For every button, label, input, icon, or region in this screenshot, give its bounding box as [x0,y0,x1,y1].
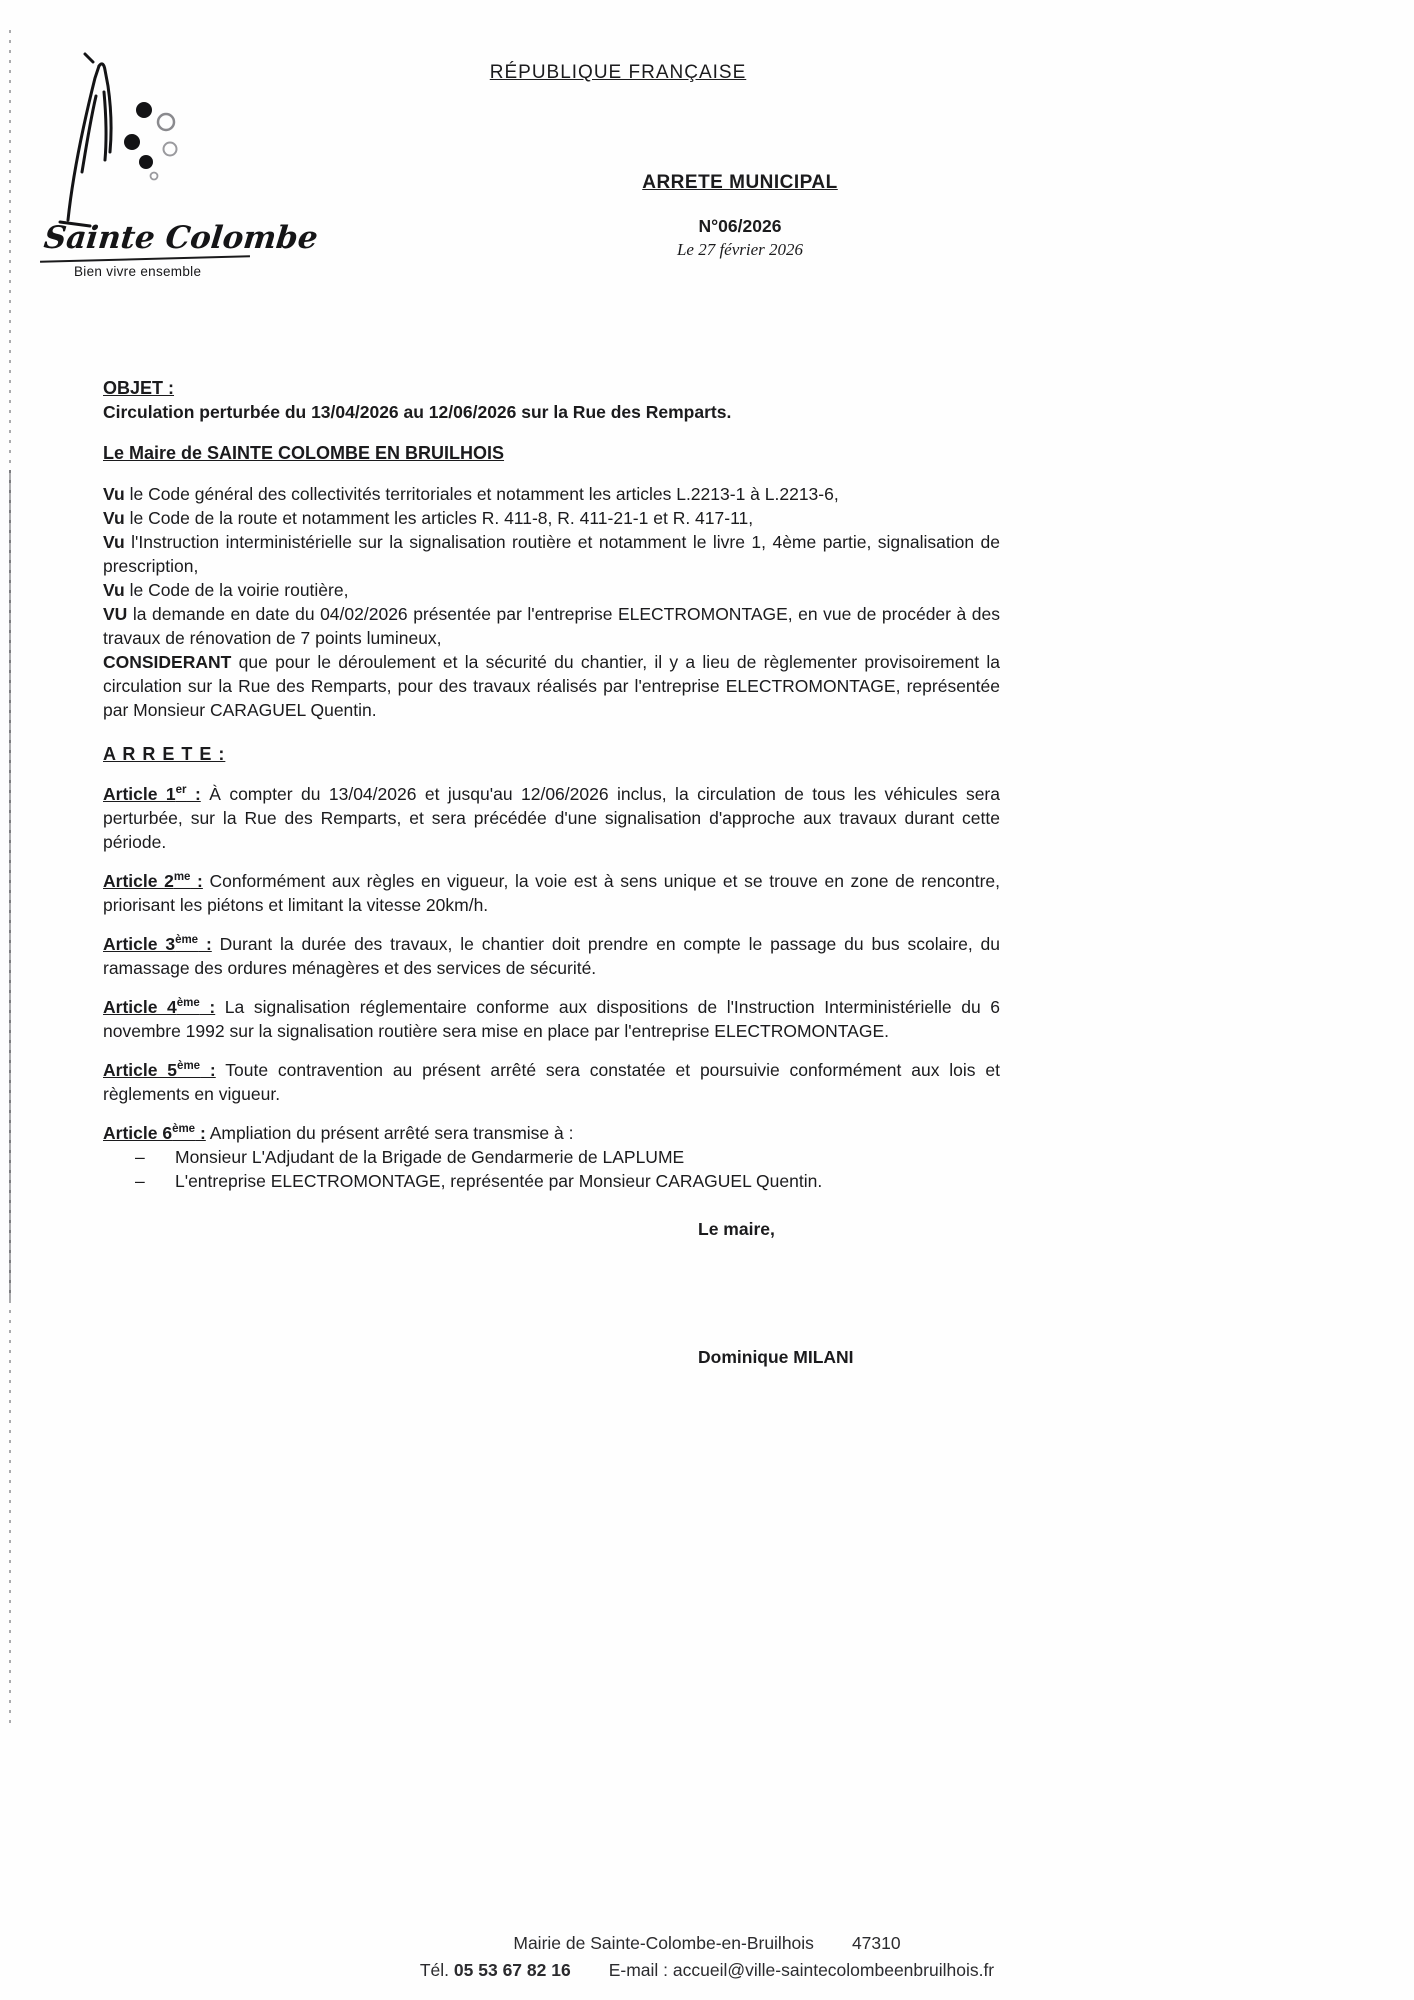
article-label: Article 3 [103,934,176,954]
document-date: Le 27 février 2026 [676,240,804,259]
signature-role: Le maire, [698,1219,775,1239]
recital-line [103,602,1000,650]
object-block [103,376,1000,424]
recital-text: la demande en date du 04/02/2026 présentée par l'entreprise ELECTROMONTAGE, en vue de procéder à des travaux de rénovation de 7 points lumineux, [103,604,1000,648]
transmission-item [103,1169,1000,1193]
decree-body [103,0,1000,1369]
article-colon: : [199,997,216,1017]
article-text: Durant la durée des travaux, le chantier doit prendre en compte le passage du bus scolaire, du ramassage des ordures ménagères et des services de sécurité. [103,934,1000,978]
article-text: À compter du 13/04/2026 et jusqu'au 12/06/2026 inclus, la circulation de tous les véhicules sera perturbée, sur la Rue des Remparts, et sera précédée d'une signalisation d'approche aux travaux durant cette période. [103,784,1000,852]
footer-address-line [0,1930,1414,1957]
recital-text: le Code de la route et notamment les articles R. 411-8, R. 411-21-1 et R. 417-11, [124,508,754,528]
recital-label: Vu [103,508,125,528]
article-label: Article 5 [103,1060,178,1080]
recital-label: Vu [103,484,125,504]
transmission-recipient: L'entreprise ELECTROMONTAGE, représentée par Monsieur CARAGUEL Quentin. [175,1171,823,1191]
recital-text: le Code général des collectivités territoriales et notamment les articles L.2213-1 à L.2213-6, [124,484,839,504]
recital-label: Vu [103,532,125,552]
document-title: ARRETE MUNICIPAL [642,172,838,193]
article-label: Article 4 [103,997,177,1017]
article-5 [103,1058,1000,1106]
arrete-heading: A R R E T E : [103,744,226,764]
article-colon: : [190,871,203,891]
mayor-heading: Le Maire de SAINTE COLOMBE EN BRUILHOIS [103,443,505,463]
article-colon: : [195,1123,206,1143]
footer-tel-number: 05 53 67 82 16 [453,1960,571,1980]
article-text: Conformément aux règles en vigueur, la voie est à sens unique et se trouve en zone de rencontre, priorisant les piétons et limitant la vitesse 20km/h. [103,871,1000,915]
list-dash: – [135,1171,145,1191]
article-4 [103,995,1000,1043]
recital-line [103,482,1000,506]
footer-tel-label: Tél. [419,1960,450,1980]
footer-email-label: E-mail : [608,1960,669,1980]
transmission-item [103,1145,1000,1169]
republic-title: RÉPUBLIQUE FRANÇAISE [489,62,747,83]
page-footer [0,1930,1414,1984]
article-3 [103,932,1000,980]
document-number: N°06/2026 [698,216,782,236]
article-2 [103,869,1000,917]
article-text: Toute contravention au présent arrêté sera constatée et poursuivie conformément aux lois et règlements en vigueur. [103,1060,1000,1104]
article-text: Ampliation du présent arrêté sera transmise à : [205,1123,574,1143]
recital-line [103,650,1000,722]
article-label: Article 6 [103,1123,173,1143]
list-dash: – [135,1147,145,1167]
article-colon: : [200,1060,216,1080]
recital-label: CONSIDERANT [103,652,232,672]
transmission-recipient: Monsieur L'Adjudant de la Brigade de Gendarmerie de LAPLUME [175,1147,685,1167]
article-1 [103,782,1000,854]
footer-address: Mairie de Sainte-Colombe-en-Bruilhois [513,1933,814,1953]
article-6 [103,1121,1000,1145]
recital-line [103,578,1000,602]
article-label: Article 2 [103,871,174,891]
article-colon: : [198,934,212,954]
logo-tagline: Bien vivre ensemble [74,264,202,279]
recital-text: l'Instruction interministérielle sur la signalisation routière et notamment le livre 1, 4ème partie, signalisation de prescription, [103,532,1000,576]
scan-artifact-solid-line [9,470,11,1300]
logo-commune-name: Sainte Colombe [42,220,320,256]
article-ordinal-suffix: ème [176,997,200,1010]
article-ordinal-suffix: er [175,784,187,797]
article-ordinal-suffix: ème [172,1123,196,1136]
article-colon: : [186,784,201,804]
signature-name: Dominique MILANI [698,1347,854,1367]
object-label: OBJET : [103,378,175,398]
article-ordinal-suffix: ème [175,934,199,947]
object-text: Circulation perturbée du 13/04/2026 au 12/06/2026 sur la Rue des Remparts. [103,402,732,422]
recital-line [103,530,1000,578]
article-label: Article 1 [103,784,176,804]
article-ordinal-suffix: me [173,871,191,884]
article-text: La signalisation réglementaire conforme aux dispositions de l'Instruction Interministérielle du 6 novembre 1992 sur la signalisation routière sera mise en place par l'entreprise ELECTROMONTAGE. [103,997,1000,1041]
article-ordinal-suffix: ème [177,1060,201,1073]
footer-email: accueil@ville-saintecolombeenbruilhois.fr [672,1960,995,1980]
recital-text: le Code de la voirie routière, [124,580,349,600]
recital-line [103,506,1000,530]
recital-label: VU [103,604,128,624]
recital-label: Vu [103,580,125,600]
footer-postal-code: 47310 [851,1933,901,1953]
recital-text: que pour le déroulement et la sécurité du chantier, il y a lieu de règlementer provisoirement la circulation sur la Rue des Remparts, pour des travaux réalisés par l'entreprise ELECTROMONTAGE, représentée par Monsieur CARAGUEL Quentin. [103,652,1000,720]
footer-contact-line [0,1957,1414,1984]
